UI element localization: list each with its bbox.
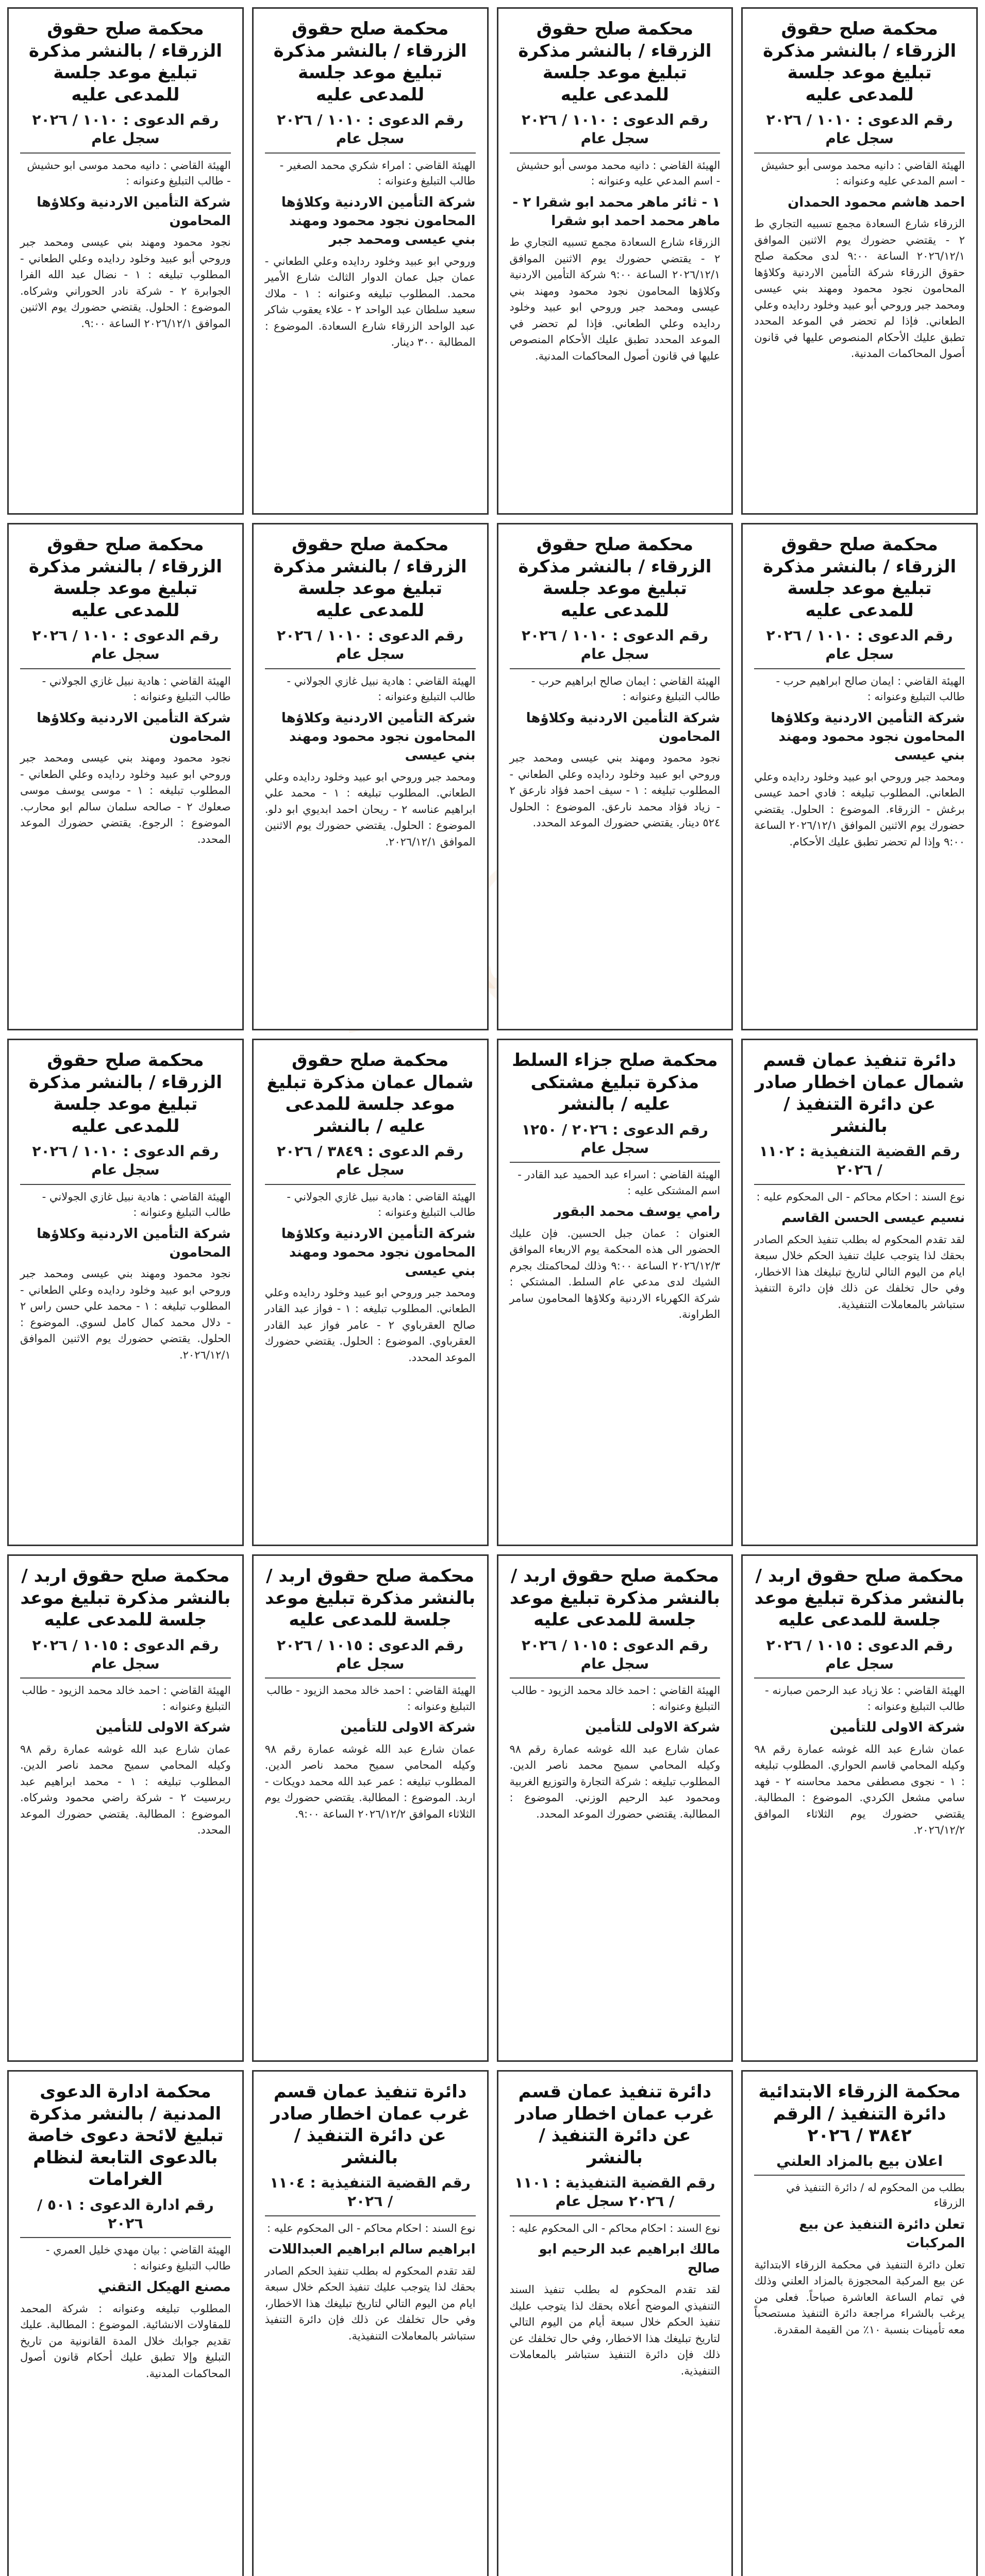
divider [754,152,965,154]
divider [265,152,476,154]
judge-meta: الهيئة القاضي : ايمان صالح ابراهيم حرب - طالب التبليغ وعنوانه : [776,674,965,703]
notice-body: لقد تقدم المحكوم له بطلب تنفيذ السند التنفيذي الموضح أعلاه بحقك لذا يتوجب عليك تنفيذ الحكم خلال سبعة أيام من اليوم التالي لتاريخ تبليغك هذا الاخطار، وفي حال تخلفك عن ذلك فإن دائرة التنفيذ ستباشر بالمعاملات التنفيذية. [509,2283,721,2377]
notice-card [497,1554,733,2062]
notice-title: محكمة صلح حقوق الزرقاء / بالنشر مذكرة تبليغ موعد جلسة للمدعى عليه [28,534,222,621]
case-number: اعلان بيع بالمزاد العلني [776,2152,943,2170]
notice-body: عمان شارع عبد الله غوشه عمارة رقم ٩٨ وكيله المحامي سميح محمد ناصر الدين. المطلوب تبليغه : شركة التجارة والتوزيع الغربية ومحمود عبد الرحيم الوزني. الموضوع : المطالبة. يقتضي حضورك الموعد المحدد. [509,1742,721,1820]
judge-meta: الهيئة القاضي : احمد خالد محمد الزيود - طالب التبليغ وعنوانه : [22,1684,231,1713]
case-number: رقم الدعوى : ١٠١٠ / ٢٠٢٦ سجل عام [32,627,219,663]
party-name: شركة الاولى للتأمين [585,1720,721,1736]
notice-title: محكمة صلح جزاء السلط مذكرة تبليغ مشتكى عليه / بالنشر [512,1050,718,1114]
case-number: رقم الدعوى : ١٠١٥ / ٢٠٢٦ سجل عام [277,1636,464,1672]
notice-body: وروحي ابو عبيد وخلود ردايده وعلي الطعاني - عمان جبل عمان الدوار الثالث شارع الأمير محمد. المطلوب تبليغه وعنوانه : ١ - ملاك سعيد سلطان عبد الواحد ٢ - علاء يعقوب شاكر عبد الواحد الزرقاء شارع السعادة. الموضوع : المطالبة ٣٠٠ دينار. [264,255,476,349]
notice-card [252,2070,489,2576]
notice-body: عمان شارع عبد الله غوشه عمارة رقم ٩٨ وكيله المحامي سميح محمد ناصر الدين. المطلوب تبليغه : عمر عبد الله محمد دويكات - اربد. الموضوع : المطالبة. يقتضي حضورك يوم الثلاثاء الموافق ٢٠٢٦/١٢/٢ الساعة ٩:٠٠. [264,1742,476,1820]
divider [20,1184,231,1185]
notice-body: نجود محمود ومهند بني عيسى ومحمد جبر وروحي ابو عبيد وخلود ردايده وعلي الطعاني - المطلوب تبليغه : ١ - محمد علي حسن راس ٢ - دلال محمد كمال كامل لسوي. الموضوع : الحلول. يقتضي حضورك يوم الاثنين الموافق ٢٠٢٦/١٢/١. [20,1267,231,1361]
divider [20,2237,231,2238]
party-name: مالك ابراهيم عبد الرحيم ابو صالح [539,2242,721,2276]
judge-meta: الهيئة القاضي : دانيه محمد موسى أبو حشيش - اسم المدعي عليه وعنوانه : [761,159,965,188]
case-number: رقم الدعوى : ١٠١٠ / ٢٠٢٦ سجل عام [277,111,464,147]
notice-body: ومحمد جبر وروحي ابو عبيد وخلود ردايده وعلي الطعاني. المطلوب تبليغه : فادي احمد عيسى برغش - الزرقاء. الموضوع : الحلول. يقتضي حضورك يوم الاثنين الموافق ٢٠٢٦/١٢/١ الساعة ٩:٠٠ وإذا لم تحضر تطبق عليك الأحكام. [754,770,965,848]
judge-meta: الهيئة القاضي : هادية نبيل غازي الجولاني - طالب التبليغ وعنوانه : [42,674,231,703]
notice-card [497,1039,733,1546]
notice-title: محكمة صلح حقوق شمال عمان مذكرة تبليغ موعد جلسة للمدعى عليه / بالنشر [266,1050,474,1137]
notice-body: عمان شارع عبد الله غوشه عمارة رقم ٩٨ وكيله المحامي قاسم الحواري. المطلوب تبليغه : ١ - نجوى مصطفى محمد محاسنه ٢ - فهد سامي مشعل الكردي. الموضوع : المطالبة. يقتضي حضورك يوم الثلاثاء الموافق ٢٠٢٦/١٢/٢. [754,1742,965,1837]
party-name: تعلن دائرة التنفيذ عن بيع المركبات [799,2216,965,2251]
divider [510,668,721,669]
party-name: شركة التأمين الاردنية وكلاؤها المحامون [37,710,231,745]
notice-card [252,1039,489,1546]
judge-meta: الهيئة القاضي : هادية نبيل غازي الجولاني - طالب التبليغ وعنوانه : [287,674,476,703]
judge-meta: بطلب من المحكوم له / دائرة التنفيذ في الزرقاء [786,2181,965,2210]
case-number: رقم الدعوى : ٢٠٢٦ / ١٢٥٠ سجل عام [521,1121,708,1157]
divider [20,1677,231,1679]
judge-meta: الهيئة القاضي : دانيه محمد موسى أبو حشيش - اسم المدعي عليه وعنوانه : [516,159,721,188]
judge-meta: الهيئة القاضي : علا زياد عبد الرحمن صبارنه - طالب التبليغ وعنوانه : [765,1684,965,1713]
party-name: شركة الاولى للتأمين [829,1720,965,1736]
watermark-text: الدستور [337,891,648,1032]
notice-card [741,1554,978,2062]
notice-title: محكمة صلح حقوق اربد / بالنشر مذكرة تبليغ موعد جلسة للمدعى عليه [509,1566,720,1630]
notice-body: ومحمد جبر وروحي ابو عبيد وخلود ردايده وعلي الطعاني. المطلوب تبليغه : ١ - فواز عبد القادر صالح العقرباوي ٢ - عامر فواز عبد القادر العقرباوي. الموضوع : الحلول. يقتضي حضورك الموعد المحدد. [264,1286,476,1364]
case-number: رقم الدعوى : ١٠١٠ / ٢٠٢٦ سجل عام [521,111,708,147]
judge-meta: الهيئة القاضي : امراء شكري محمد الصغير - طالب التبليغ وعنوانه : [279,159,476,188]
case-number: رقم الدعوى : ١٠١٠ / ٢٠٢٦ سجل عام [32,111,219,147]
divider [754,1184,965,1185]
notice-card [741,7,978,515]
divider [20,668,231,669]
judge-meta: نوع السند : احكام محاكم - الى المحكوم عليه : [756,1190,965,1203]
case-number: رقم الدعوى : ١٠١٠ / ٢٠٢٦ سجل عام [277,627,464,663]
notice-body: ومحمد جبر وروحي ابو عبيد وخلود ردايده وعلي الطعاني. المطلوب تبليغه : ١ - محمد علي ابراهيم عناسه ٢ - ريحان احمد ابديوي ابو دلو. الموضوع : الحلول. يقتضي حضورك يوم الاثنين الموافق ٢٠٢٦/١٢/١. [264,770,476,848]
notice-body: المطلوب تبليغه وعنوانه : شركة المحمد للمقاولات الانشائية. الموضوع : المطالبة. عليك تقديم جوابك خلال المدة القانونية من تاريخ التبليغ وإلا تطبق عليك أحكام قانون أصول المحاكمات المدنية. [20,2302,231,2380]
case-number: رقم ادارة الدعوى : ٥٠١ / ٢٠٢٦ [37,2196,214,2232]
divider [265,1677,476,1679]
notice-body: تعلن دائرة التنفيذ في محكمة الزرقاء الابتدائية عن بيع المركبة المحجوزة بالمزاد العلني وذلك في تمام الساعة العاشرة صباحاً. فعلى من يرغب بالشراء مراجعة دائرة التنفيذ مستصحباً معه تأمينات بنسبة ١٠٪ من القيمة المقدرة. [754,2258,965,2336]
divider [510,2215,721,2216]
notice-title: محكمة صلح حقوق الزرقاء / بالنشر مذكرة تبليغ موعد جلسة للمدعى عليه [28,19,222,105]
notice-title: محكمة صلح حقوق الزرقاء / بالنشر مذكرة تبليغ موعد جلسة للمدعى عليه [763,534,957,621]
notice-title: محكمة صلح حقوق الزرقاء / بالنشر مذكرة تبليغ موعد جلسة للمدعى عليه [518,534,712,621]
case-number: رقم الدعوى : ١٠١٠ / ٢٠٢٦ سجل عام [766,627,953,663]
notice-title: محكمة صلح حقوق اربد / بالنشر مذكرة تبليغ موعد جلسة للمدعى عليه [265,1566,476,1630]
divider [510,1162,721,1163]
notice-title: محكمة صلح حقوق الزرقاء / بالنشر مذكرة تبليغ موعد جلسة للمدعى عليه [763,19,957,105]
divider [510,152,721,154]
notice-title: محكمة صلح حقوق الزرقاء / بالنشر مذكرة تبليغ موعد جلسة للمدعى عليه [28,1050,222,1137]
notice-card [252,7,489,515]
case-number: رقم الدعوى : ١٠١٠ / ٢٠٢٦ سجل عام [32,1143,219,1179]
notice-title: محكمة ادارة الدعوى المدنية / بالنشر مذكرة تبليغ لائحة دعوى خاصة بالدعوى التابعة لنظام الغرامات [27,2081,224,2190]
party-name: ابراهيم سالم ابراهيم العبداللات [268,2242,476,2258]
notice-card [252,1554,489,2062]
judge-meta: الهيئة القاضي : ايمان صالح ابراهيم حرب - طالب التبليغ وعنوانه : [531,674,721,703]
notice-body: لقد تقدم المحكوم له بطلب تنفيذ الحكم الصادر بحقك لذا يتوجب عليك تنفيذ الحكم خلال سبعة ايام من اليوم التالي لتاريخ تبليغك هذا الاخطار، وفي حال تخلفك عن ذلك فإن دائرة التنفيذ ستباشر بالمعاملات التنفيذية. [754,1233,965,1311]
notice-body: لقد تقدم المحكوم له بطلب تنفيذ الحكم الصادر بحقك لذا يتوجب عليك تنفيذ الحكم خلال سبعة ايام من اليوم التالي لتاريخ تبليغك هذا الاخطار، وفي حال تخلفك عن ذلك فإن دائرة التنفيذ ستباشر بالمعاملات التنفيذية. [264,2264,476,2342]
notice-title: محكمة صلح حقوق الزرقاء / بالنشر مذكرة تبليغ موعد جلسة للمدعى عليه [273,19,467,105]
notice-title: محكمة صلح حقوق الزرقاء / بالنشر مذكرة تبليغ موعد جلسة للمدعى عليه [518,19,712,105]
party-name: رامي يوسف محمد البقور [554,1204,721,1220]
divider [754,1677,965,1679]
notice-title: محكمة صلح حقوق الزرقاء / بالنشر مذكرة تبليغ موعد جلسة للمدعى عليه [273,534,467,621]
party-name: شركة التأمين الاردنية وكلاؤها المحامون [526,710,721,745]
party-name: شركة التأمين الاردنية وكلاؤها المحامون نجود محمود ومهند بني عيسى [771,710,965,764]
case-number: رقم الدعوى : ١٠١٥ / ٢٠٢٦ سجل عام [521,1636,708,1672]
notice-card [7,2070,244,2576]
judge-meta: نوع السند : احكام محاكم - الى المحكوم عليه : [266,2222,476,2234]
divider [754,2175,965,2176]
divider [265,668,476,669]
case-number: رقم الدعوى : ١٠١٠ / ٢٠٢٦ سجل عام [521,627,708,663]
divider [510,1677,721,1679]
notice-title: دائرة تنفيذ عمان قسم غرب عمان اخطار صادر عن دائرة التنفيذ / بالنشر [515,2081,714,2168]
divider [265,1184,476,1185]
case-number: رقم القضية التنفيذية : ١١٠١ / ٢٠٢٦ سجل عام [514,2174,715,2210]
divider [754,668,965,669]
judge-meta: الهيئة القاضي : دانيه محمد موسى ابو حشيش - طالب التبليغ وعنوانه : [27,159,231,188]
notice-card [7,1554,244,2062]
notice-card [741,1039,978,1546]
judge-meta: الهيئة القاضي : بيان مهدي خليل العمري - طالب التبليغ وعنوانه : [45,2244,231,2272]
notice-body: الزرقاء شارع السعادة مجمع تسبيه التجاري ط ٢ - يقتضي حضورك يوم الاثنين الموافق ٢٠٢٦/١٢/١ الساعة ٩:٠٠ لدى محكمة صلح حقوق الزرقاء شركة التأمين الاردنية وكلاؤها المحامون نجود محمود ومهند بني عيسى ومحمد جبر وروحي أبو عبيد وخلود ردايده وعلي الطعاني. فإذا لم تحضر في الموعد المحدد تطبق عليك الأحكام المنصوص عليها في قانون أصول المحاكمات المدنية. [754,217,965,360]
notice-card [497,7,733,515]
party-name: مصنع الهيكل التقني [97,2279,231,2295]
party-name: شركة التأمين الاردنية وكلاؤها المحامون نجود محمود ومهند بني عيسى [281,1226,476,1279]
notice-card [741,2070,978,2576]
notice-body: نجود محمود ومهند بني عيسى ومحمد جبر وروحي أبو عبيد وخلود ردايده وعلي الطعاني - المطلوب تبليغه : ١ - نضال عبد الله الفرا الجوابرة ٢ - شركة نادر الحوراني وشركاه. الموضوع : الحلول. يقتضي حضورك يوم الاثنين الموافق ٢٠٢٦/١٢/١ الساعة ٩:٠٠. [20,236,231,330]
case-number: رقم الدعوى : ٣٨٤٩ / ٢٠٢٦ سجل عام [277,1143,464,1179]
notice-card [497,523,733,1030]
party-name: شركة الاولى للتأمين [95,1720,231,1736]
notice-body: عمان شارع عبد الله غوشه عمارة رقم ٩٨ وكيله المحامي سميح محمد ناصر الدين. المطلوب تبليغه : ١ - محمد ابراهيم عبد ربرسيت ٢ - شركة راضي محمود وشركاه. الموضوع : المطالبة. يقتضي حضورك الموعد المحدد. [20,1742,231,1837]
notice-title: دائرة تنفيذ عمان قسم شمال عمان اخطار صادر عن دائرة التنفيذ / بالنشر [755,1050,964,1137]
notice-card [7,7,244,515]
notice-title: محكمة الزرقاء الابتدائية دائرة التنفيذ / الرقم ٣٨٤٢ / ٢٠٢٦ [758,2081,961,2146]
notices-grid [7,7,978,2576]
party-name: شركة التأمين الاردنية وكلاؤها المحامون [37,1226,231,1261]
party-name: شركة التأمين الاردنية وكلاؤها المحامون نجود محمود ومهند بني عيسى [281,710,476,764]
case-number: رقم القضية التنفيذية : ١١٠٤ / ٢٠٢٦ [270,2174,471,2210]
notice-body: نجود محمود ومهند بني عيسى ومحمد جبر وروحي ابو عبيد وخلود ردايده وعلي الطعاني - المطلوب تبليغه : ١ - سيف احمد فؤاد نارعق ٢ - زياد فؤاد محمد نارعق. الموضوع : الحلول ٥٢٤ دينار. يقتضي حضورك الموعد المحدد. [509,752,721,829]
divider [20,152,231,154]
notice-card [7,1039,244,1546]
party-name: شركة التأمين الاردنية وكلاؤها المحامون [37,194,231,229]
notice-card [741,523,978,1030]
notice-body: نجود محمود ومهند بني عيسى ومحمد جبر وروحي ابو عبيد وخلود ردايده وعلي الطعاني - المطلوب تبليغه : ١ - موسى يوسف موسى صعلوك ٢ - صالحه سلمان سالم ابو محارب. الموضوع : الرجوع. يقتضي حضورك الموعد المحدد. [20,752,231,845]
judge-meta: الهيئة القاضي : هادية نبيل غازي الجولاني - طالب التبليغ وعنوانه : [42,1190,231,1219]
case-number: رقم الدعوى : ١٠١٥ / ٢٠٢٦ سجل عام [32,1636,219,1672]
judge-meta: الهيئة القاضي : اسراء عبد الحميد عبد القادر - اسم المشتكى عليه : [517,1168,721,1197]
judge-meta: الهيئة القاضي : احمد خالد محمد الزيود - طالب التبليغ وعنوانه : [266,1684,476,1713]
party-name: ١ - ثائر ماهر محمد ابو شقرا ٢ - ماهر محمد احمد ابو شقرا [512,194,721,229]
notice-card [252,523,489,1030]
divider [265,2215,476,2216]
party-name: شركة التأمين الاردنية وكلاؤها المحامون نجود محمود ومهند بني عيسى ومحمد جبر [281,194,476,248]
notice-body: العنوان : عمان جبل الحسين. فإن عليك الحضور الى هذه المحكمة يوم الاربعاء الموافق ٢٠٢٦/١٢/٣ الساعة ٩:٠٠ وذلك لمحاكمتك بجرم الشيك لدى مدعي عام السلط. المشتكي : شركة الكهرباء الاردنية وكلاؤها المحامون سامر الطراونة. [509,1227,721,1321]
party-name: احمد هاشم محمود الحمدان [788,194,965,210]
case-number: رقم القضية التنفيذية : ١١٠٢ / ٢٠٢٦ [759,1143,960,1179]
judge-meta: الهيئة القاضي : هادية نبيل غازي الجولاني - طالب التبليغ وعنوانه : [287,1190,476,1219]
case-number: رقم الدعوى : ١٠١٠ / ٢٠٢٦ سجل عام [766,111,953,147]
notice-title: محكمة صلح حقوق اربد / بالنشر مذكرة تبليغ موعد جلسة للمدعى عليه [754,1566,965,1630]
judge-meta: الهيئة القاضي : احمد خالد محمد الزيود - طالب التبليغ وعنوانه : [511,1684,721,1713]
notice-card [497,2070,733,2576]
notice-title: دائرة تنفيذ عمان قسم غرب عمان اخطار صادر عن دائرة التنفيذ / بالنشر [271,2081,470,2168]
judge-meta: نوع السند : احكام محاكم - الى المحكوم عليه : [511,2222,721,2234]
case-number: رقم الدعوى : ١٠١٥ / ٢٠٢٦ سجل عام [766,1636,953,1672]
notice-card [7,523,244,1030]
party-name: نسيم عيسى الحسن القاسم [781,1210,965,1226]
notice-title: محكمة صلح حقوق اربد / بالنشر مذكرة تبليغ موعد جلسة للمدعى عليه [20,1566,231,1630]
party-name: شركة الاولى للتأمين [340,1720,476,1736]
notice-body: الزرقاء شارع السعادة مجمع تسبيه التجاري ط ٢ - يقتضي حضورك يوم الاثنين الموافق ٢٠٢٦/١٢/١ الساعة ٩:٠٠ شركة التأمين الاردنية وكلاؤها المحامون نجود محمود ومهند بني عيسى ومحمد جبر وروحي ابو عبيد وخلود ردايده وعلي الطعاني. فإذا لم تحضر في الموعد المحدد تطبق عليك الأحكام المنصوص عليها في قانون أصول المحاكمات المدنية. [509,236,721,362]
